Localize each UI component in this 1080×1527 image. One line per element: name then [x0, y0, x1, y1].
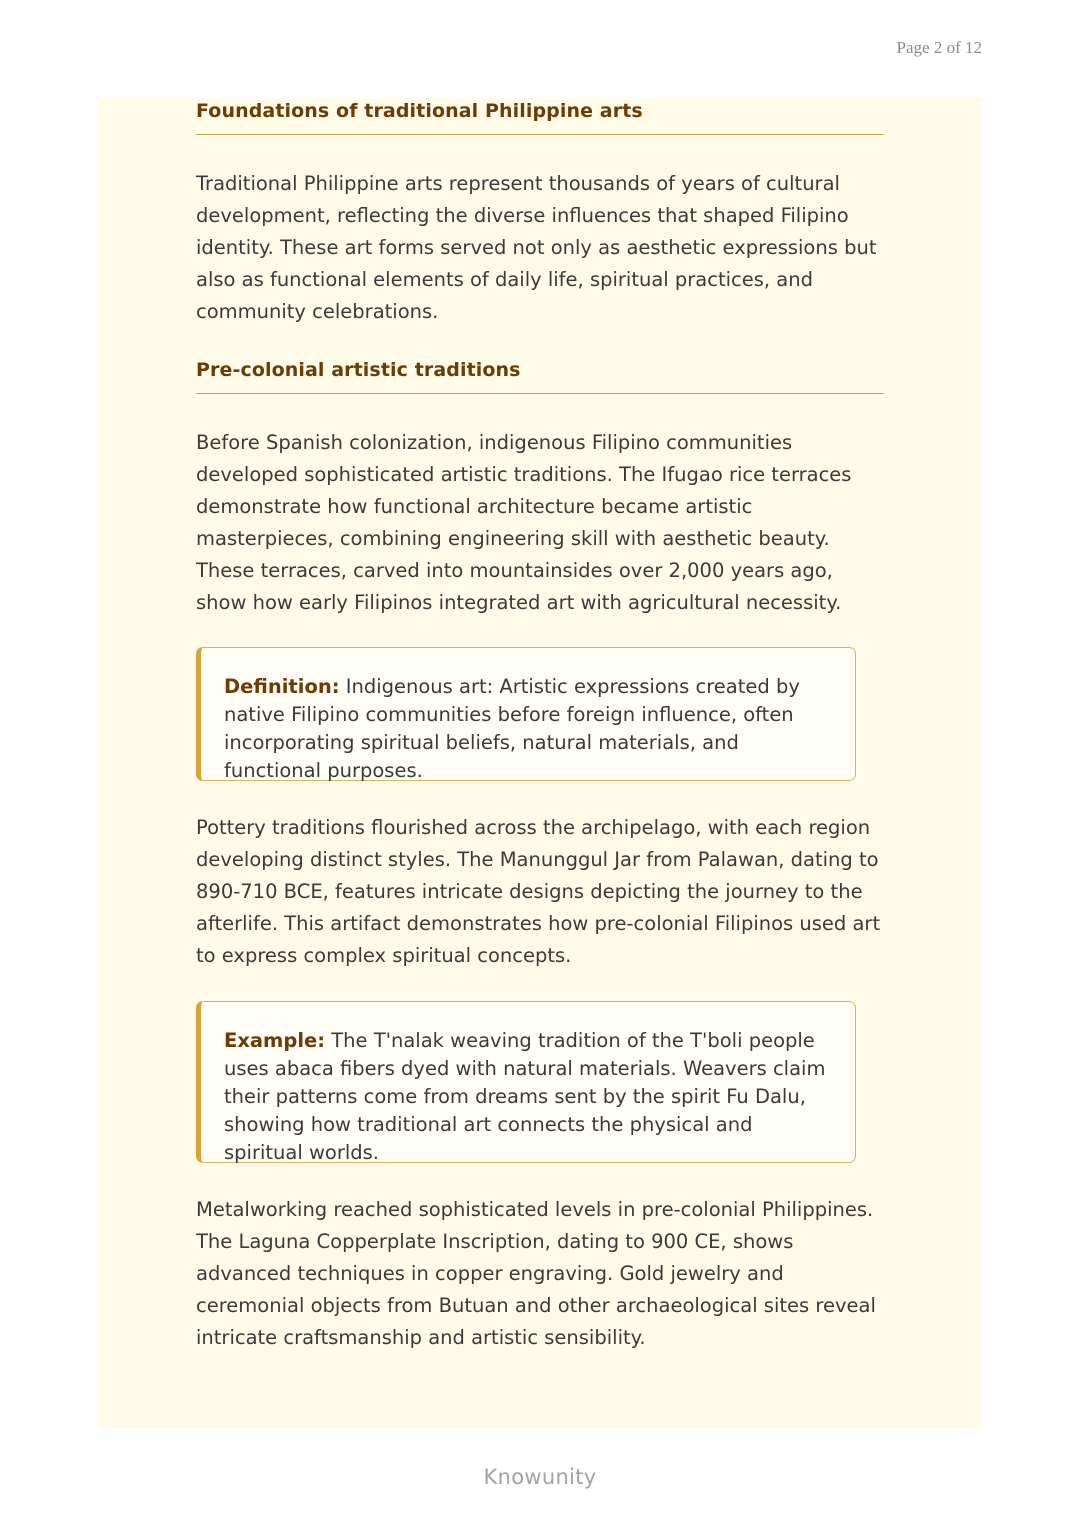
definition-label: Definition: [224, 675, 340, 698]
example-label: Example: [224, 1029, 326, 1052]
metalworking-paragraph-block [196, 1194, 884, 1354]
example-box [196, 1001, 856, 1163]
pottery-paragraph: Pottery traditions flourished across the archipelago, with each region developing distinct styles. The Manunggul Jar from Palawan, dating to 890-710 BCE, features intricate designs depicting the journey to the afterlife. This artifact demonstrates how pre-colonial Filipinos used art to express complex spiritual concepts. [196, 816, 881, 967]
content-panel [98, 98, 982, 1428]
section-title: Pre-colonial artistic traditions [196, 359, 884, 394]
intro-paragraph-block [196, 168, 884, 328]
example-text [224, 1027, 855, 1167]
definition-body: Indigenous art: Artistic expressions created by native Filipino communities before foreign influence, often incorporating spiritual beliefs, natural materials, and functional purposes. [224, 675, 800, 782]
section-title: Foundations of traditional Philippine arts [196, 100, 884, 135]
precolonial-paragraph-block [196, 427, 884, 619]
precolonial-paragraph: Before Spanish colonization, indigenous Filipino communities developed sophisticated artistic traditions. The Ifugao rice terraces demonstrate how functional architecture became artistic masterpieces, combining engineering skill with aesthetic beauty. These terraces, carved into mountainsides over 2,000 years ago, show how early Filipinos integrated art with agricultural necessity. [196, 431, 852, 614]
footer-brand-logo: Knowunity [483, 1465, 597, 1489]
intro-paragraph: Traditional Philippine arts represent thousands of years of cultural development, reflecting the diverse influences that shaped Filipino identity. These art forms served not only as aesthetic expressions but also as functional elements of daily life, spiritual practices, and community celebrations. [196, 172, 877, 323]
metalworking-paragraph: Metalworking reached sophisticated levels in pre-colonial Philippines. The Laguna Copperplate Inscription, dating to 900 CE, shows advanced techniques in copper engraving. Gold jewelry and ceremonial objects from Butuan and other archaeological sites reveal intricate craftsmanship and artistic sensibility. [196, 1198, 876, 1349]
definition-text [224, 673, 855, 785]
pottery-paragraph-block [196, 812, 884, 972]
example-body: The T'nalak weaving tradition of the T'boli people uses abaca fibers dyed with natural materials. Weavers claim their patterns come from dreams sent by the spirit Fu Dalu, showing how traditional art connects the physical and spiritual worlds. [224, 1029, 826, 1164]
section-heading-precolonial [196, 359, 884, 394]
definition-box [196, 647, 856, 781]
page-number: Page 2 of 12 [896, 38, 982, 57]
section-heading-foundations [196, 100, 884, 135]
